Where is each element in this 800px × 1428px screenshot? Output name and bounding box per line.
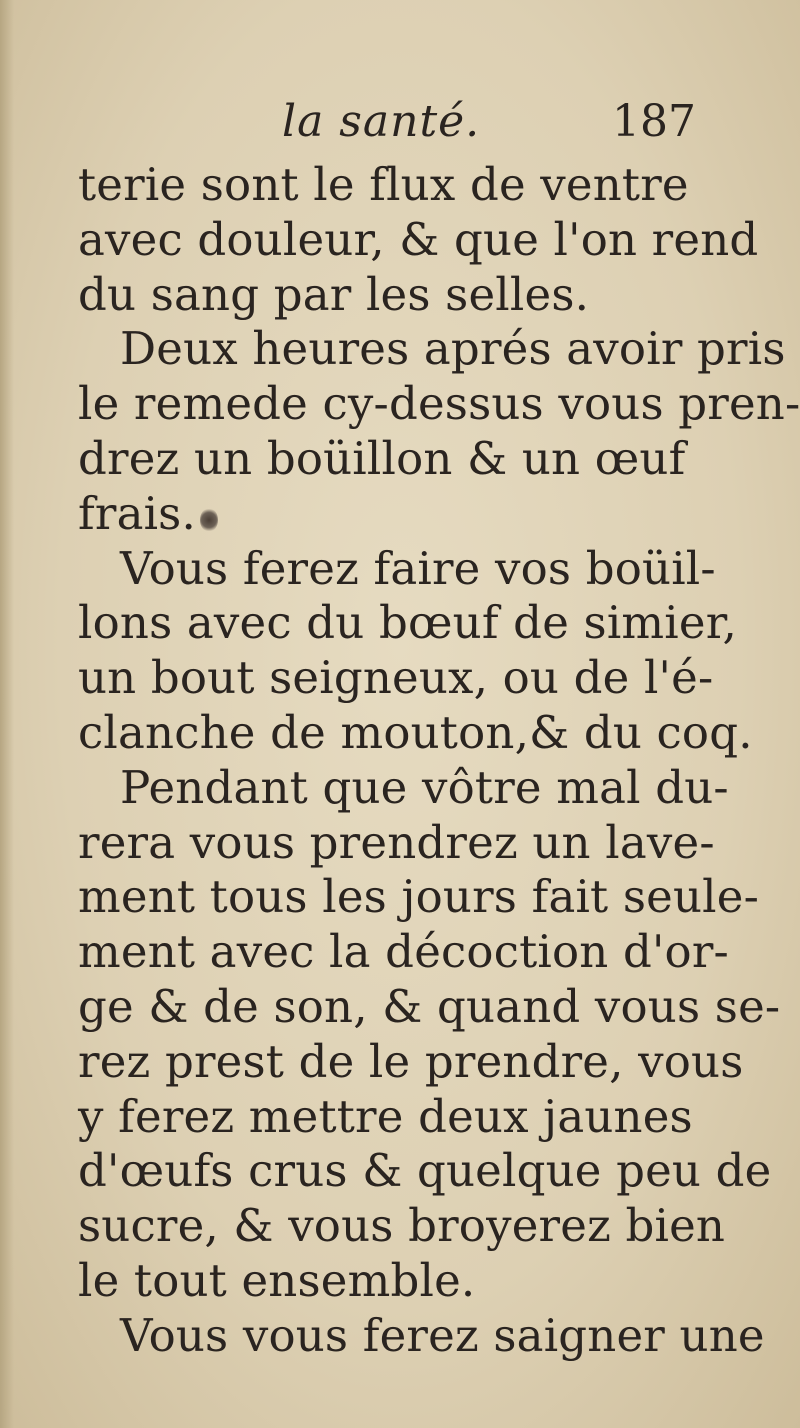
page-number: 187 <box>612 96 696 147</box>
text-line: sucre, & vous broyerez bien <box>78 1199 726 1253</box>
text-line: clanche de mouton,& du coq. <box>78 705 753 759</box>
text-line: frais. <box>78 486 196 540</box>
body-text <box>78 158 800 1364</box>
page-header <box>0 96 800 156</box>
paragraph-start-line: Pendant que vôtre mal du- <box>120 760 729 814</box>
text-line: d'œufs crus & quelque peu de <box>78 1144 772 1198</box>
text-line: un bout seigneux, ou de l'é- <box>78 651 714 705</box>
running-title: la santé. <box>282 96 481 147</box>
text-line: rez prest de le prendre, vous <box>78 1034 744 1088</box>
text-line: terie sont le flux de ventre <box>78 158 689 211</box>
text-line: ge & de son, & quand vous se- <box>78 979 781 1033</box>
text-line: avec douleur, & que l'on rend <box>78 212 759 266</box>
text-line: lons avec du bœuf de simier, <box>78 596 737 650</box>
gutter-shadow <box>0 0 14 1428</box>
text-line: ment tous les jours fait seule- <box>78 870 759 924</box>
text-line: le remede cy-dessus vous pren- <box>78 377 800 431</box>
text-line: ment avec la décoction d'or- <box>78 925 729 979</box>
text-line: drez un boüillon & un œuf <box>78 431 686 485</box>
text-line: y ferez mettre deux jaunes <box>78 1089 693 1143</box>
paragraph-start-line: Vous vous ferez saigner une <box>120 1308 765 1362</box>
text-line: le tout ensemble. <box>78 1253 476 1307</box>
paragraph-start-line: Vous ferez faire vos boüil- <box>120 541 716 595</box>
paragraph-start-line: Deux heures aprés avoir pris <box>120 322 786 376</box>
text-line: rera vous prendrez un lave- <box>78 815 715 869</box>
text-line: du sang par les selles. <box>78 267 590 321</box>
